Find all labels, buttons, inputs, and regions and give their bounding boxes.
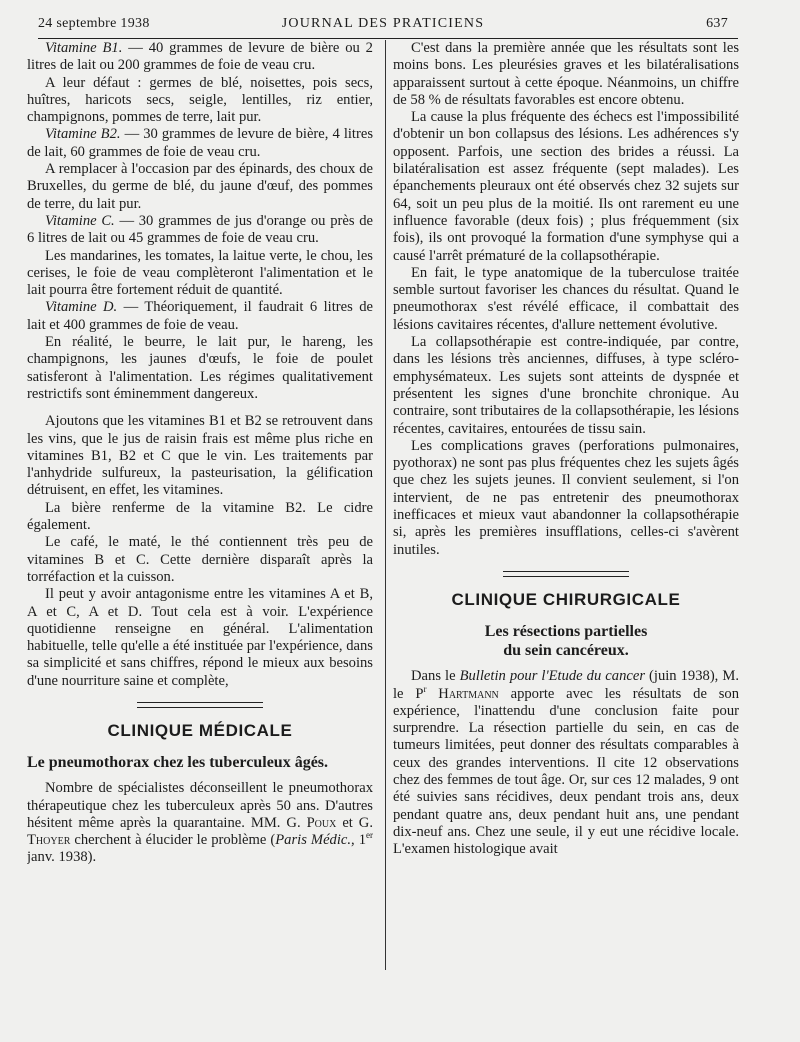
section-separator — [137, 702, 263, 708]
paragraph: A remplacer à l'occasion par des épinards, des choux de Bruxelles, du germe de blé, du jaune d'œuf, des pommes de terre, du lait pur. — [27, 161, 373, 212]
author-name: Hartmann — [426, 685, 499, 702]
paragraph: En réalité, le beurre, le lait pur, le hareng, les champignons, les jaunes d'œufs, le foie de poulet satisferont à l'alimentation. Les régimes qualitativement restrictifs sont éminemment dangereux. — [27, 334, 373, 402]
vitamin-label: Vitamine B1. — [45, 40, 123, 56]
section-separator — [503, 571, 629, 577]
paragraph: La cause la plus fréquente des échecs est l'impossibilité d'obtenir un bon collapsus des lésions. Les adhérences s'y opposent. Parfois, une section des brides a réussi. La bilatéralisation est assez fréquente (sept malades). Les épanchements pleuraux ont été observés chez 32 sujets sur 64, soit un peu plus de la moitié. Ils ont rarement eu une influence favorable (deux fois) ; plus fréquemment (six fois), ils ont provoqué la formation d'une symphyse qui a causé l'arrêt prématuré de la collapsothérapie. — [393, 109, 739, 264]
paragraph: Il peut y avoir antagonisme entre les vitamines A et B, A et C, A et D. Tout cela est à voir. L'expérience quotidienne renseigne en général. L'alimentation habituelle, telle qu'elle a été instituée par l'expérience, dans sa simplicité et sans chiffres, répond le mieux aux besoins d'une nourriture saine et complète, — [27, 586, 373, 689]
paragraph: En fait, le type anatomique de la tuberculose traitée semble surtout favoriser les chances du résultat. Quand le pneumothorax s'est révélé efficace, il combattait des lésions cavitaires récentes, d'allure nettement évolutive. — [393, 264, 739, 333]
paragraph: Les mandarines, les tomates, la laitue verte, le chou, les cerises, le foie de veau complèteront l'alimentation et le lait pourra être fortement réduit de quantité. — [27, 247, 373, 299]
paragraph: Dans le Bulletin pour l'Etude du cancer (juin 1938), M. le $P^r$ Hartmann apporte avec les résultats de son expérience, l'inattendu d'une conclusion faite pour surprendre. La résection partielle du sein, en cas de tumeurs limitées, peut donner des résultats comparables à ceux des grandes interventions. Il cite 12 observations chez des femmes de tout âge. Or, sur ces 12 malades, 9 ont été suivies sans récidives, deux pendant trois ans, deux pendant quatre ans, deux pendant huit ans, une pendant dix-neuf ans. Chez une seule, il y eut une récidive locale. L'examen histologique avait — [393, 668, 739, 858]
vitamin-label: Vitamine D. — [45, 299, 118, 316]
paragraph: Vitamine C. — 30 grammes de jus d'orange ou près de 6 litres de lait ou 45 grammes de foie de veau cru. — [27, 212, 373, 247]
paragraph: Nombre de spécialistes déconseillent le pneumothorax thérapeutique chez les tuberculeux après 50 ans. D'autres hésitent même après la quarantaine. MM. G. Poux et G. Thoyer cherchent à élucider le problème (Paris Médic., 1er janv. 1938). — [27, 780, 373, 866]
paragraph: A leur défaut : germes de blé, noisettes, pois secs, huîtres, haricots secs, seigle, lentilles, riz entier, champignons, pommes de terre, lait pur. — [27, 74, 373, 126]
author-name: Poux — [306, 814, 337, 831]
header-journal-title: JOURNAL DES PRATICIENS — [281, 16, 485, 31]
paragraph: C'est dans la première année que les résultats sont les moins bons. Les pleurésies graves et les bilatéralisations apparaissent surtout à cette époque. Néanmoins, un chiffre de 58 % de résultats favorables est encore obtenu. — [393, 40, 739, 108]
right-column — [393, 40, 739, 1030]
paragraph: Ajoutons que les vitamines B1 et B2 se retrouvent dans les vins, que le jus de raisin frais est même plus riche en vitamines B1, B2 et C que le vin. Les traitements par l'anhydride sulfureux, la pasteurisation, la gélification détruisent, en effet, les vitamines. — [27, 413, 373, 499]
paragraph: La bière renferme de la vitamine B2. Le cidre également. — [27, 499, 373, 534]
vitamin-label: Vitamine B2. — [45, 126, 121, 143]
author-name: Thoyer — [27, 832, 71, 849]
journal-reference: Paris Médic. — [275, 832, 352, 849]
section-title-clinique-medicale: CLINIQUE MÉDICALE — [107, 720, 293, 740]
paragraph: La collapsothérapie est contre-indiquée, par contre, dans les lésions très anciennes, diffuses, à type scléro-emphysémateux. Les sujets sont atteints de dyspnée et présentent les signes d'une bronchite chronique. Au contraire, sont tributaires de la collapsothérapie, les lésions récentes, cavitaires, entourées de tissu sain. — [393, 334, 739, 437]
paragraph: Vitamine D. — Théoriquement, il faudrait 6 litres de lait et 400 grammes de foie de veau. — [27, 299, 373, 333]
left-column — [27, 40, 373, 1030]
paragraph: Les complications graves (perforations pulmonaires, pyothorax) ne sont pas plus fréquentes chez les sujets âgés que chez les sujets jeunes. Il convient seulement, si l'on intervient, de ne pas entretenir des pneumothorax inefficaces et mieux vaut abandonner la collapsothérapie si, après les premières insufflations, celles-ci s'avèrent inutiles. — [393, 437, 739, 558]
paragraph: Vitamine B2. — 30 grammes de levure de bière, 4 litres de lait, 60 grammes de foie de veau cru. — [27, 126, 373, 160]
vitamin-label: Vitamine C. — [45, 212, 115, 229]
paragraph: Vitamine B1. — 40 grammes de levure de bière ou 2 litres de lait ou 200 grammes de foie de veau cru. — [27, 40, 373, 74]
header-rule — [38, 38, 738, 39]
header-page-number: 637 — [706, 16, 728, 31]
section-title-clinique-chirurgicale: CLINIQUE CHIRURGICALE — [451, 589, 681, 609]
article-title-pneumothorax: Le pneumothorax chez les tuberculeux âgés. — [27, 754, 329, 772]
header-date: 24 septembre 1938 — [38, 16, 150, 31]
journal-reference: Bulletin pour l'Etude du cancer — [459, 668, 646, 685]
running-header — [38, 14, 728, 38]
paragraph: Le café, le maté, le thé contiennent très peu de vitamines B et C. Cette dernière disparaît après la torréfaction et la cuisson. — [27, 534, 373, 585]
column-divider — [385, 40, 386, 970]
article-title-resections: Les résections partielles du sein cancéreux. — [484, 623, 648, 660]
